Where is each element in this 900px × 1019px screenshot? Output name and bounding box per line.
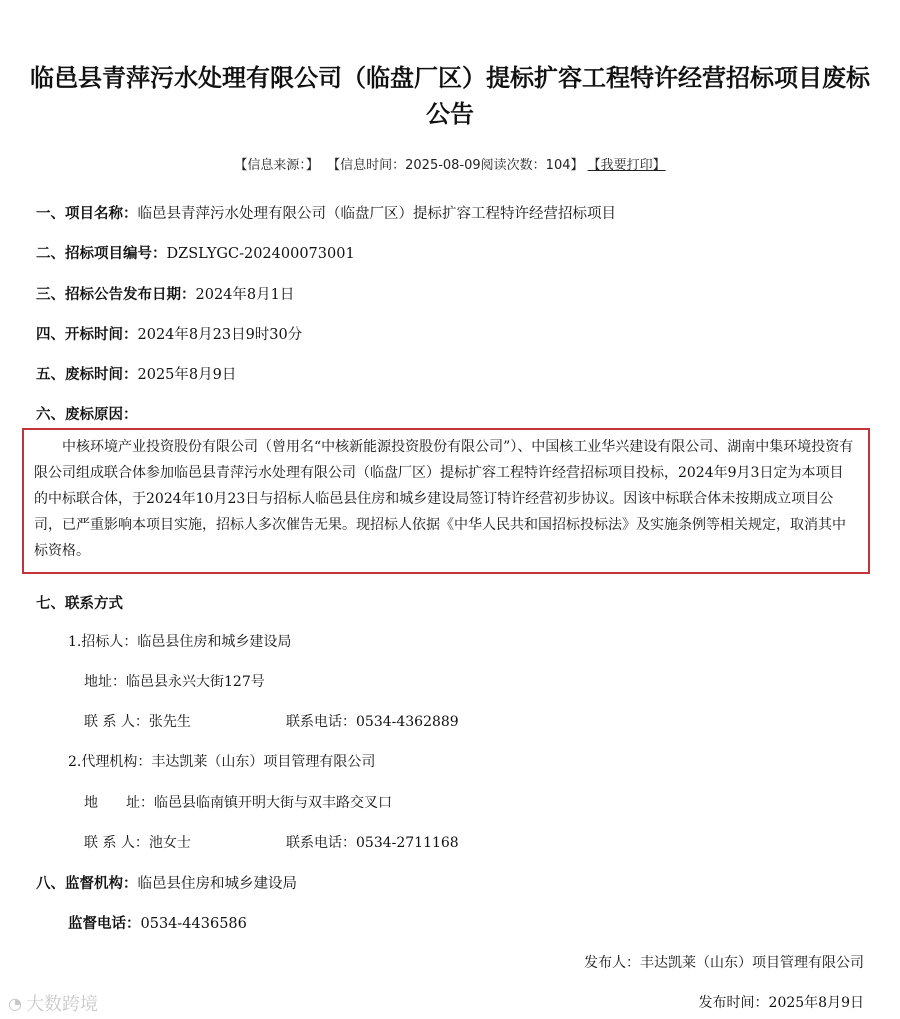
section-label: 一、项目名称： (36, 206, 138, 222)
tenderer-contact: 联 系 人：张先生 (84, 714, 191, 730)
contact-heading: 七、联系方式 (36, 596, 123, 612)
page-title: 临邑县青萍污水处理有限公司（临盘厂区）提标扩容工程特许经营招标项目废标公告 (30, 64, 870, 128)
agency-contact: 联 系 人：池女士 (84, 835, 191, 851)
supervision-org (36, 872, 297, 893)
section-label: 六、废标原因： (36, 407, 138, 423)
supervision-phone-label: 监督电话： (68, 916, 141, 932)
section-label: 三、招标公告发布日期： (36, 287, 196, 303)
agency: 2.代理机构：丰达凯莱（山东）项目管理有限公司 (68, 754, 376, 770)
section-project-number (36, 242, 355, 263)
supervision-phone (68, 912, 247, 933)
section-label: 四、开标时间： (36, 327, 138, 343)
section-label: 五、废标时间： (36, 367, 138, 383)
reason-paragraph: 中核环境产业投资股份有限公司（曾用名“中核新能源投资股份有限公司”）、中国核工业华兴建设有限公司、湖南中集环境投资有限公司组成联合体参加临邑县青萍污水处理有限公司（临盘厂区）提标扩容工程特许经营招标项目投标，2024年9月3日定为本项目的中标联合体，于2024年10月23日与招标人临邑县住房和城乡建设局签订特许经营初步协议。因该中标联合体未按期成立项目公司，已严重影响本项目实施，招标人多次催告无果。现招标人依据《中华人民共和国招标投标法》及实施条例等相关规定，取消其中标资格。 (34, 439, 854, 559)
agency-address: 地 址：临邑县临南镇开明大街与双丰路交叉口 (84, 795, 392, 811)
section-abandon-reason (36, 403, 138, 424)
section-abandon-time (36, 363, 236, 384)
supervision-label: 八、监督机构： (36, 876, 138, 892)
section-label: 二、招标项目编号： (36, 246, 167, 262)
section-project-name (36, 202, 616, 223)
tenderer-address: 地址：临邑县永兴大街127号 (84, 674, 265, 690)
brand-logo-icon: ◔ (8, 993, 22, 1013)
info-time-reads: 【信息时间：2025-08-09阅读次数：104】 (327, 158, 584, 173)
info-meta (0, 154, 900, 173)
watermark-text: 大数跨境 (25, 994, 98, 1015)
publisher: 发布人：丰达凯莱（山东）项目管理有限公司 (584, 955, 864, 971)
section-bid-opening-time (36, 323, 302, 344)
section-publish-date (36, 283, 294, 304)
tenderer-phone: 联系电话：0534-4362889 (286, 714, 459, 730)
section-value: DZSLYGC-202400073001 (166, 246, 355, 262)
supervision-value: 临邑县住房和城乡建设局 (137, 876, 297, 892)
tenderer: 1.招标人：临邑县住房和城乡建设局 (68, 634, 292, 650)
section-value: 2025年8月9日 (137, 367, 237, 383)
info-source: 【信息来源：】 (234, 158, 319, 173)
section-value: 2024年8月23日9时30分 (137, 327, 303, 343)
section-value: 2024年8月1日 (195, 287, 295, 303)
section-value: 临邑县青萍污水处理有限公司（临盘厂区）提标扩容工程特许经营招标项目 (137, 206, 616, 222)
publish-time: 发布时间：2025年8月9日 (698, 995, 864, 1011)
print-link[interactable]: 【我要打印】 (587, 158, 666, 173)
agency-phone: 联系电话：0534-2711168 (286, 835, 459, 851)
watermark (8, 990, 98, 1016)
supervision-phone-value: 0534-4436586 (140, 916, 247, 932)
